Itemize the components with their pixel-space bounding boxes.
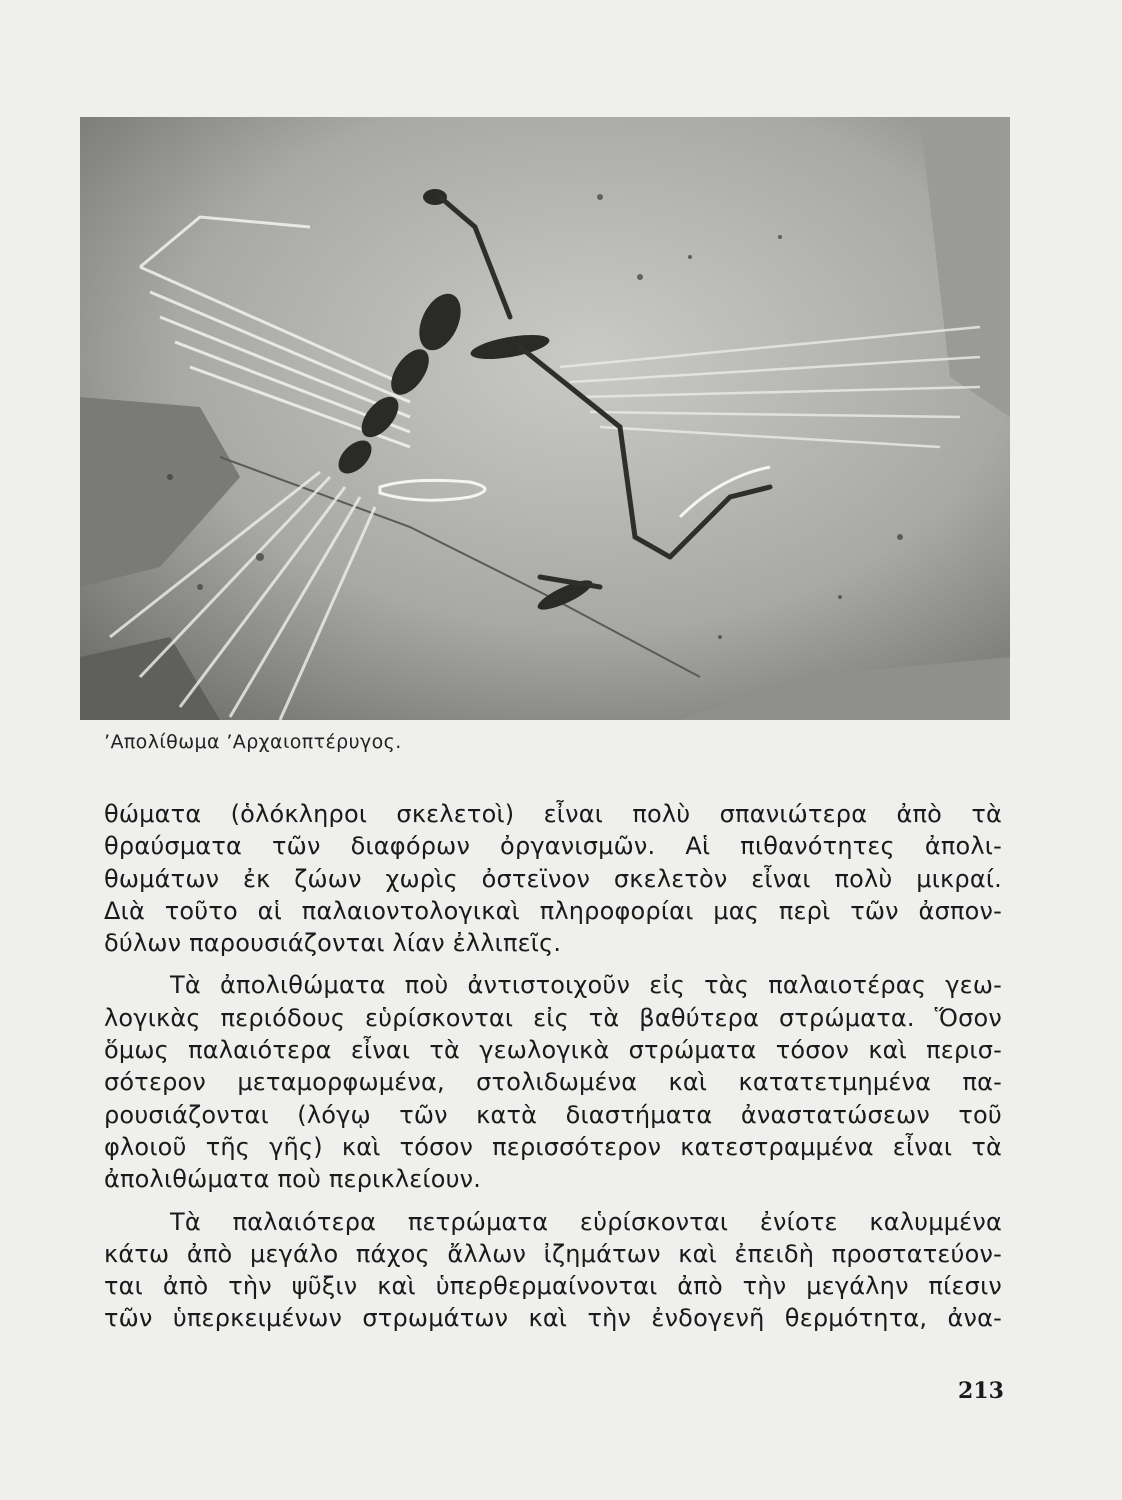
paragraph-3: [104, 1206, 1002, 1335]
text-line: Διὰ τοῦτο αἱ παλαιοντολογικαὶ πληροφορίαι μας περὶ τῶν ἀσπον-: [104, 896, 1002, 925]
text-line: τῶν ὑπερκειμένων στρωμάτων καὶ τὴν ἐνδογενῆ θερμότητα, ἀνα-: [104, 1304, 1002, 1333]
text-line: ται ἀπὸ τὴν ψῦξιν καὶ ὑπερθερμαίνονται ἀπὸ τὴν μεγάλην πίεσιν: [104, 1272, 1002, 1301]
paragraph-1: [104, 798, 1002, 959]
text-line: θώματα (ὁλόκληροι σκελετοὶ) εἶναι πολὺ σπανιώτερα ἀπὸ τὰ: [104, 800, 1002, 828]
text-line: ἀπολιθώματα ποὺ περικλείουν.: [104, 1165, 482, 1194]
text-line: ὅμως παλαιότερα εἶναι τὰ γεωλογικὰ στρώματα τόσον καὶ περισ-: [104, 1036, 1002, 1065]
figure-caption: ’Απολίθωμα ’Αρχαιοπτέρυγος.: [104, 731, 402, 753]
text-line: Τὰ παλαιότερα πετρώματα εὑρίσκονται ἐνίοτε καλυμμένα: [170, 1207, 1002, 1236]
text-line: ρουσιάζονται (λόγῳ τῶν κατὰ διαστήματα ἀναστατώσεων τοῦ: [104, 1100, 1002, 1129]
body-text: [104, 798, 1002, 1335]
fossil-photograph: [80, 117, 1010, 720]
text-line: κάτω ἀπὸ μεγάλο πάχος ἄλλων ἰζημάτων καὶ ἐπειδὴ προστατεύον-: [104, 1239, 1002, 1268]
text-line: Τὰ ἀπολιθώματα ποὺ ἀντιστοιχοῦν εἰς τὰς παλαιοτέρας γεω-: [170, 971, 1002, 1000]
text-line: λογικὰς περιόδους εὑρίσκονται εἰς τὰ βαθύτερα στρώματα. Ὅσον: [104, 1003, 1002, 1032]
paragraph-2: [104, 969, 1002, 1195]
text-line: θωμάτων ἐκ ζώων χωρὶς ὀστεϊνον σκελετὸν εἶναι πολὺ μικραί.: [104, 864, 1002, 893]
text-line: δύλων παρουσιάζονται λίαν ἐλλιπεῖς.: [104, 929, 562, 958]
text-line: θραύσματα τῶν διαφόρων ὀργανισμῶν. Αἱ πιθανότητες ἀπολι-: [104, 832, 1002, 861]
text-line: σότερον μεταμορφωμένα, στολιδωμένα καὶ κατατετμημένα πα-: [104, 1068, 1002, 1097]
text-line: φλοιοῦ τῆς γῆς) καὶ τόσον περισσότερον κατεστραμμένα εἶναι τὰ: [104, 1132, 1002, 1161]
archaeopteryx-fossil-icon: [80, 117, 1010, 720]
page-number: 213: [958, 1378, 1004, 1404]
